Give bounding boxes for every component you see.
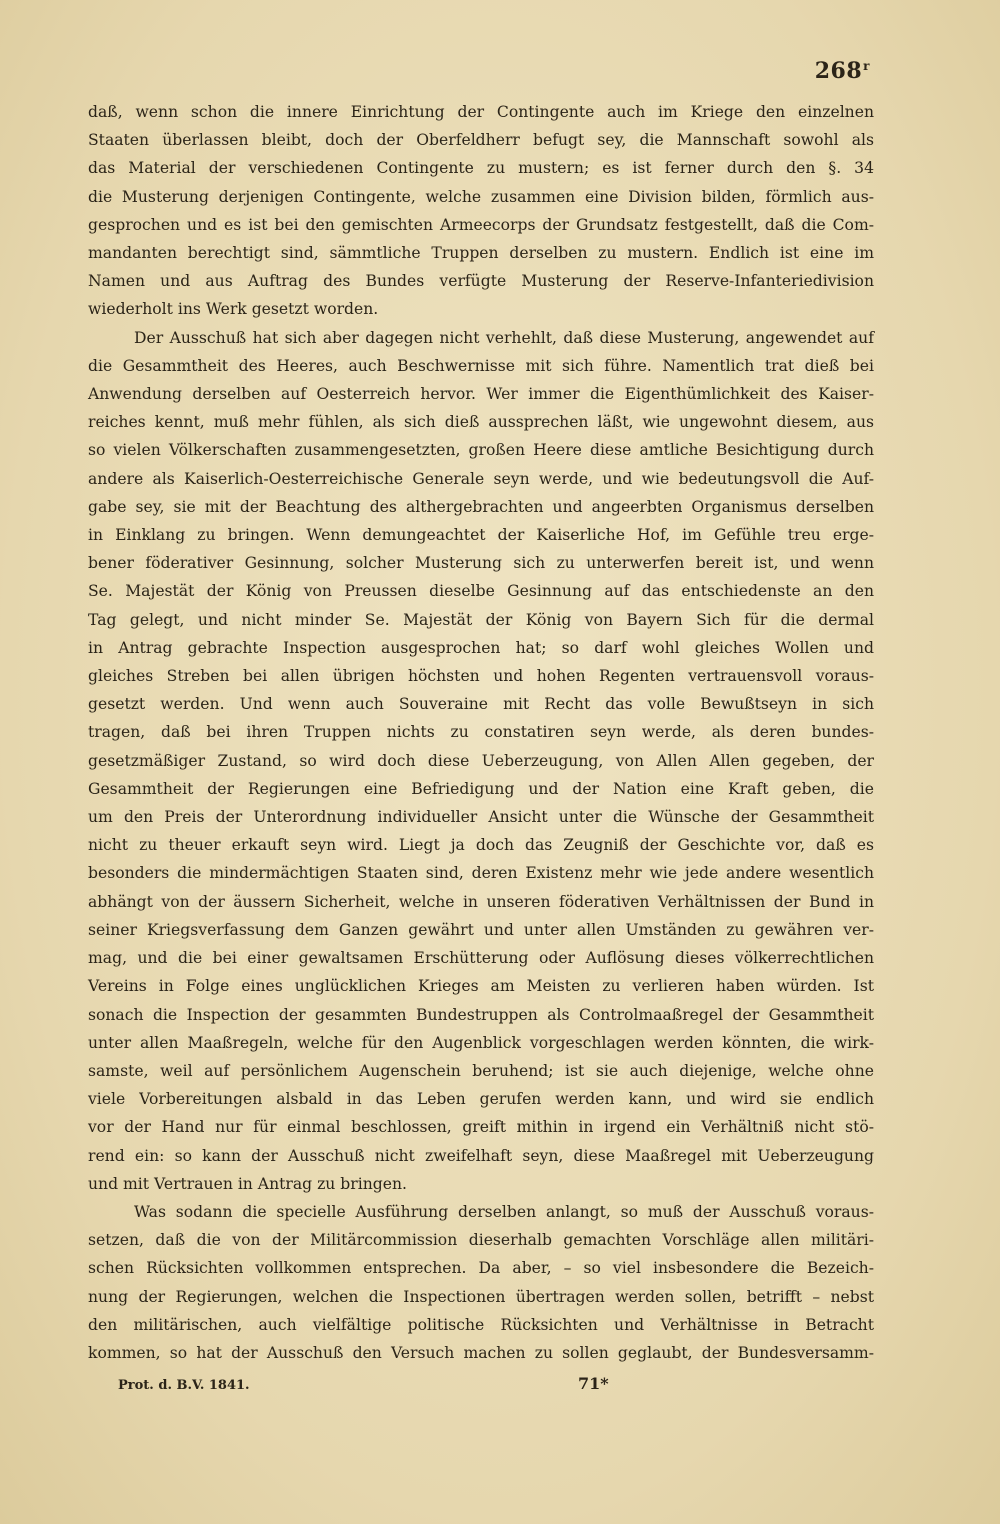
text-line: kommen, so hat der Ausschuß den Versuch machen zu sollen geglaubt, der Bundesversamm- — [88, 1343, 874, 1362]
text-line: Se. Majestät der König von Preussen dieselbe Gesinnung auf das entschiedenste an den — [88, 582, 874, 601]
text-line: und mit Vertrauen in Antrag zu bringen. — [88, 1174, 407, 1193]
text-line: Tag gelegt, und nicht minder Se. Majestät der König von Bayern Sich für die dermal — [88, 610, 874, 629]
text-line: um den Preis der Unterordnung individueller Ansicht unter die Wünsche der Gesammtheit — [88, 808, 874, 827]
text-line: seiner Kriegsverfassung dem Ganzen gewährt und unter allen Umständen zu gewähren ver- — [88, 920, 874, 939]
footer-signature: Prot. d. B.V. 1841. — [118, 1378, 250, 1393]
text-line: samste, weil auf persönlichem Augenschein beruhend; ist sie auch diejenige, welche ohne — [88, 1061, 874, 1080]
page-number: 268$^r$ — [814, 58, 870, 84]
text-line: gesetzt werden. Und wenn auch Souveraine mit Recht das volle Bewußtseyn in sich — [88, 695, 874, 714]
text-line: gabe sey, sie mit der Beachtung des althergebrachten und angeerbten Organismus derselben — [88, 497, 874, 516]
footer-leaf-mark: 71* — [578, 1374, 609, 1393]
text-line: andere als Kaiserlich-Oesterreichische Generale seyn werde, und wie bedeutungsvoll die Auf- — [88, 469, 874, 488]
text-line: setzen, daß die von der Militärcommission dieserhalb gemachten Vorschläge allen militäri- — [88, 1231, 874, 1250]
text-line: mag, und die bei einer gewaltsamen Erschütterung oder Auflösung dieses völkerrechtlichen — [88, 949, 874, 968]
text-line: Vereins in Folge eines unglücklichen Krieges am Meisten zu verlieren haben würden. Ist — [88, 977, 874, 996]
text-line: abhängt von der äussern Sicherheit, welche in unseren föderativen Verhältnissen der Bund in — [88, 892, 874, 911]
text-line: Was sodann die specielle Ausführung derselben anlangt, so muß der Ausschuß voraus- — [134, 1202, 874, 1221]
text-line: mandanten berechtigt sind, sämmtliche Truppen derselben zu mustern. Endlich ist eine im — [88, 244, 874, 263]
text-line: Namen und aus Auftrag des Bundes verfügte Musterung der Reserve-Infanteriedivision — [88, 272, 874, 291]
text-line: Staaten überlassen bleibt, doch der Oberfeldherr befugt sey, die Mannschaft sowohl als — [88, 131, 874, 150]
text-line: tragen, daß bei ihren Truppen nichts zu constatiren seyn werde, als deren bundes- — [88, 723, 874, 742]
text-line: unter allen Maaßregeln, welche für den Augenblick vorgeschlagen werden könnten, die wirk- — [88, 1033, 874, 1052]
text-line: gleiches Streben bei allen übrigen höchsten und hohen Regenten vertrauensvoll voraus- — [88, 667, 874, 686]
text-line: in Antrag gebrachte Inspection ausgesprochen hat; so darf wohl gleiches Wollen und — [88, 638, 874, 657]
text-line: viele Vorbereitungen alsbald in das Leben gerufen werden kann, und wird sie endlich — [88, 1090, 874, 1109]
text-line: bener föderativer Gesinnung, solcher Musterung sich zu unterwerfen bereit ist, und wenn — [88, 554, 874, 573]
text-line: Anwendung derselben auf Oesterreich hervor. Wer immer die Eigenthümlichkeit des Kaiser- — [88, 385, 874, 404]
text-line: nung der Regierungen, welchen die Inspectionen übertragen werden sollen, betrifft – nebst — [88, 1287, 874, 1306]
text-line: die Gesammtheit des Heeres, auch Beschwernisse mit sich führe. Namentlich trat dieß bei — [88, 356, 874, 375]
body-text — [88, 98, 874, 1367]
text-line: das Material der verschiedenen Contingente zu mustern; es ist ferner durch den §. 34 — [88, 159, 874, 178]
text-line: gesetzmäßiger Zustand, so wird doch diese Ueberzeugung, von Allen Allen gegeben, der — [88, 751, 874, 770]
text-line: sonach die Inspection der gesammten Bundestruppen als Controlmaaßregel der Gesammtheit — [88, 1005, 874, 1024]
text-line: den militärischen, auch vielfältige politische Rücksichten und Verhältnisse in Betracht — [88, 1315, 874, 1334]
text-line: gesprochen und es ist bei den gemischten Armeecorps der Grundsatz festgestellt, daß die Com- — [88, 215, 874, 234]
text-line: so vielen Völkerschaften zusammengesetzten, großen Heere diese amtliche Besichtigung durch — [88, 441, 874, 460]
text-line: reiches kennt, muß mehr fühlen, als sich dieß aussprechen läßt, wie ungewohnt diesem, aus — [88, 413, 874, 432]
text-line: besonders die mindermächtigen Staaten sind, deren Existenz mehr wie jede andere wesentlich — [88, 864, 874, 883]
text-line: in Einklang zu bringen. Wenn demungeachtet der Kaiserliche Hof, im Gefühle treu erge- — [88, 526, 874, 545]
text-line: daß, wenn schon die innere Einrichtung der Contingente auch im Kriege den einzelnen — [88, 103, 874, 121]
text-line: schen Rücksichten vollkommen entsprechen. Da aber, – so viel insbesondere die Bezeich- — [88, 1259, 874, 1278]
text-line: wiederholt ins Werk gesetzt worden. — [88, 300, 379, 319]
text-line: rend ein: so kann der Ausschuß nicht zweifelhaft seyn, diese Maaßregel mit Ueberzeugung — [88, 1146, 874, 1165]
text-line: nicht zu theuer erkauft seyn wird. Liegt ja doch das Zeugniß der Geschichte vor, daß es — [88, 836, 874, 855]
text-line: die Musterung derjenigen Contingente, welche zusammen eine Division bilden, förmlich aus- — [88, 187, 874, 206]
text-line: Der Ausschuß hat sich aber dagegen nicht verhehlt, daß diese Musterung, angewendet auf — [134, 328, 874, 347]
text-line: Gesammtheit der Regierungen eine Befriedigung und der Nation eine Kraft geben, die — [88, 779, 874, 798]
text-line: vor der Hand nur für einmal beschlossen, greift mithin in irgend ein Verhältniß nicht stö- — [88, 1118, 874, 1137]
